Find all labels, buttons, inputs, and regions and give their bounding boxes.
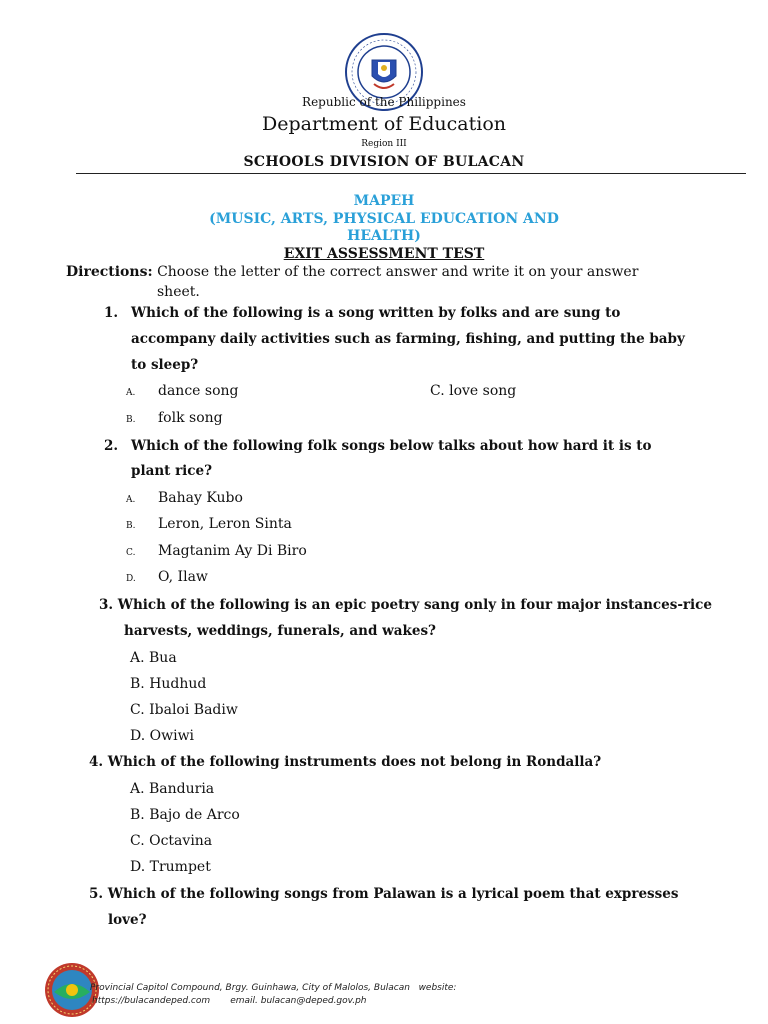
region-text: Region III bbox=[361, 139, 407, 149]
option-text: C. Ibaloi Badiw bbox=[130, 702, 238, 718]
directions-line2: sheet. bbox=[157, 284, 200, 300]
question-number: 1. bbox=[104, 305, 119, 321]
question-line: accompany daily activities such as farming, fishing, and putting the baby bbox=[131, 331, 685, 347]
directions-label: Directions: bbox=[66, 264, 153, 280]
website-label: website: bbox=[418, 983, 457, 993]
option-text: Leron, Leron Sinta bbox=[158, 516, 292, 532]
option-text: B. Hudhud bbox=[130, 676, 207, 692]
option-letter: D. bbox=[126, 574, 136, 584]
option-text: folk song bbox=[158, 410, 223, 426]
email-label: email. bbox=[230, 996, 258, 1006]
option-text: Magtanim Ay Di Biro bbox=[158, 543, 307, 559]
option-letter: B. bbox=[126, 521, 136, 531]
option-text: D. Trumpet bbox=[130, 859, 211, 875]
footer-address: Provincial Capitol Compound, Brgy. Guinhawa, City of Malolos, Bulacan bbox=[90, 983, 410, 993]
website-link[interactable]: https://bulacandeped.com bbox=[92, 996, 211, 1006]
option-text: dance song bbox=[158, 383, 239, 399]
question-line: to sleep? bbox=[131, 357, 199, 373]
footer-address-line bbox=[90, 983, 456, 993]
option-text: A. Banduria bbox=[130, 781, 215, 797]
test-title: EXIT ASSESSMENT TEST bbox=[283, 246, 485, 262]
option-letter: A. bbox=[126, 495, 136, 505]
division-title: SCHOOLS DIVISION OF BULACAN bbox=[243, 154, 525, 170]
department-title: Department of Education bbox=[262, 113, 506, 135]
option-text: D. Owiwi bbox=[130, 728, 195, 744]
republic-text: Republic of the Philippines bbox=[302, 95, 466, 109]
option-text: C. Octavina bbox=[130, 833, 213, 849]
option-text: A. Bua bbox=[130, 650, 177, 666]
option-text: C. love song bbox=[430, 383, 517, 399]
subject-title: MAPEH bbox=[353, 193, 415, 209]
question-line: 3. Which of the following is an epic poetry sang only in four major instances-rice bbox=[99, 597, 712, 613]
header-divider bbox=[76, 173, 746, 174]
option-text: O, Ilaw bbox=[158, 569, 208, 585]
question-line: plant rice? bbox=[131, 463, 213, 479]
question-line: Which of the following is a song written by folks and are sung to bbox=[131, 305, 621, 321]
subject-full-line2: HEALTH) bbox=[347, 228, 421, 244]
option-text: B. Bajo de Arco bbox=[130, 807, 240, 823]
email-link[interactable]: bulacan@deped.gov.ph bbox=[260, 996, 367, 1006]
option-letter: B. bbox=[126, 415, 136, 425]
option-text: Bahay Kubo bbox=[158, 490, 243, 506]
directions-text: Choose the letter of the correct answer and write it on your answer bbox=[157, 264, 639, 280]
option-letter: A. bbox=[126, 388, 136, 398]
question-line: Which of the following folk songs below talks about how hard it is to bbox=[131, 438, 652, 454]
question-line: love? bbox=[108, 912, 147, 928]
subject-full-line1: (MUSIC, ARTS, PHYSICAL EDUCATION AND bbox=[209, 211, 559, 227]
question-number: 2. bbox=[104, 438, 119, 454]
footer-contact-line bbox=[92, 996, 367, 1006]
option-letter: C. bbox=[126, 548, 136, 558]
question-line: 5. Which of the following songs from Palawan is a lyrical poem that expresses bbox=[89, 886, 679, 902]
question-line: harvests, weddings, funerals, and wakes? bbox=[124, 623, 436, 639]
question-line: 4. Which of the following instruments does not belong in Rondalla? bbox=[89, 754, 602, 770]
directions bbox=[66, 264, 638, 280]
